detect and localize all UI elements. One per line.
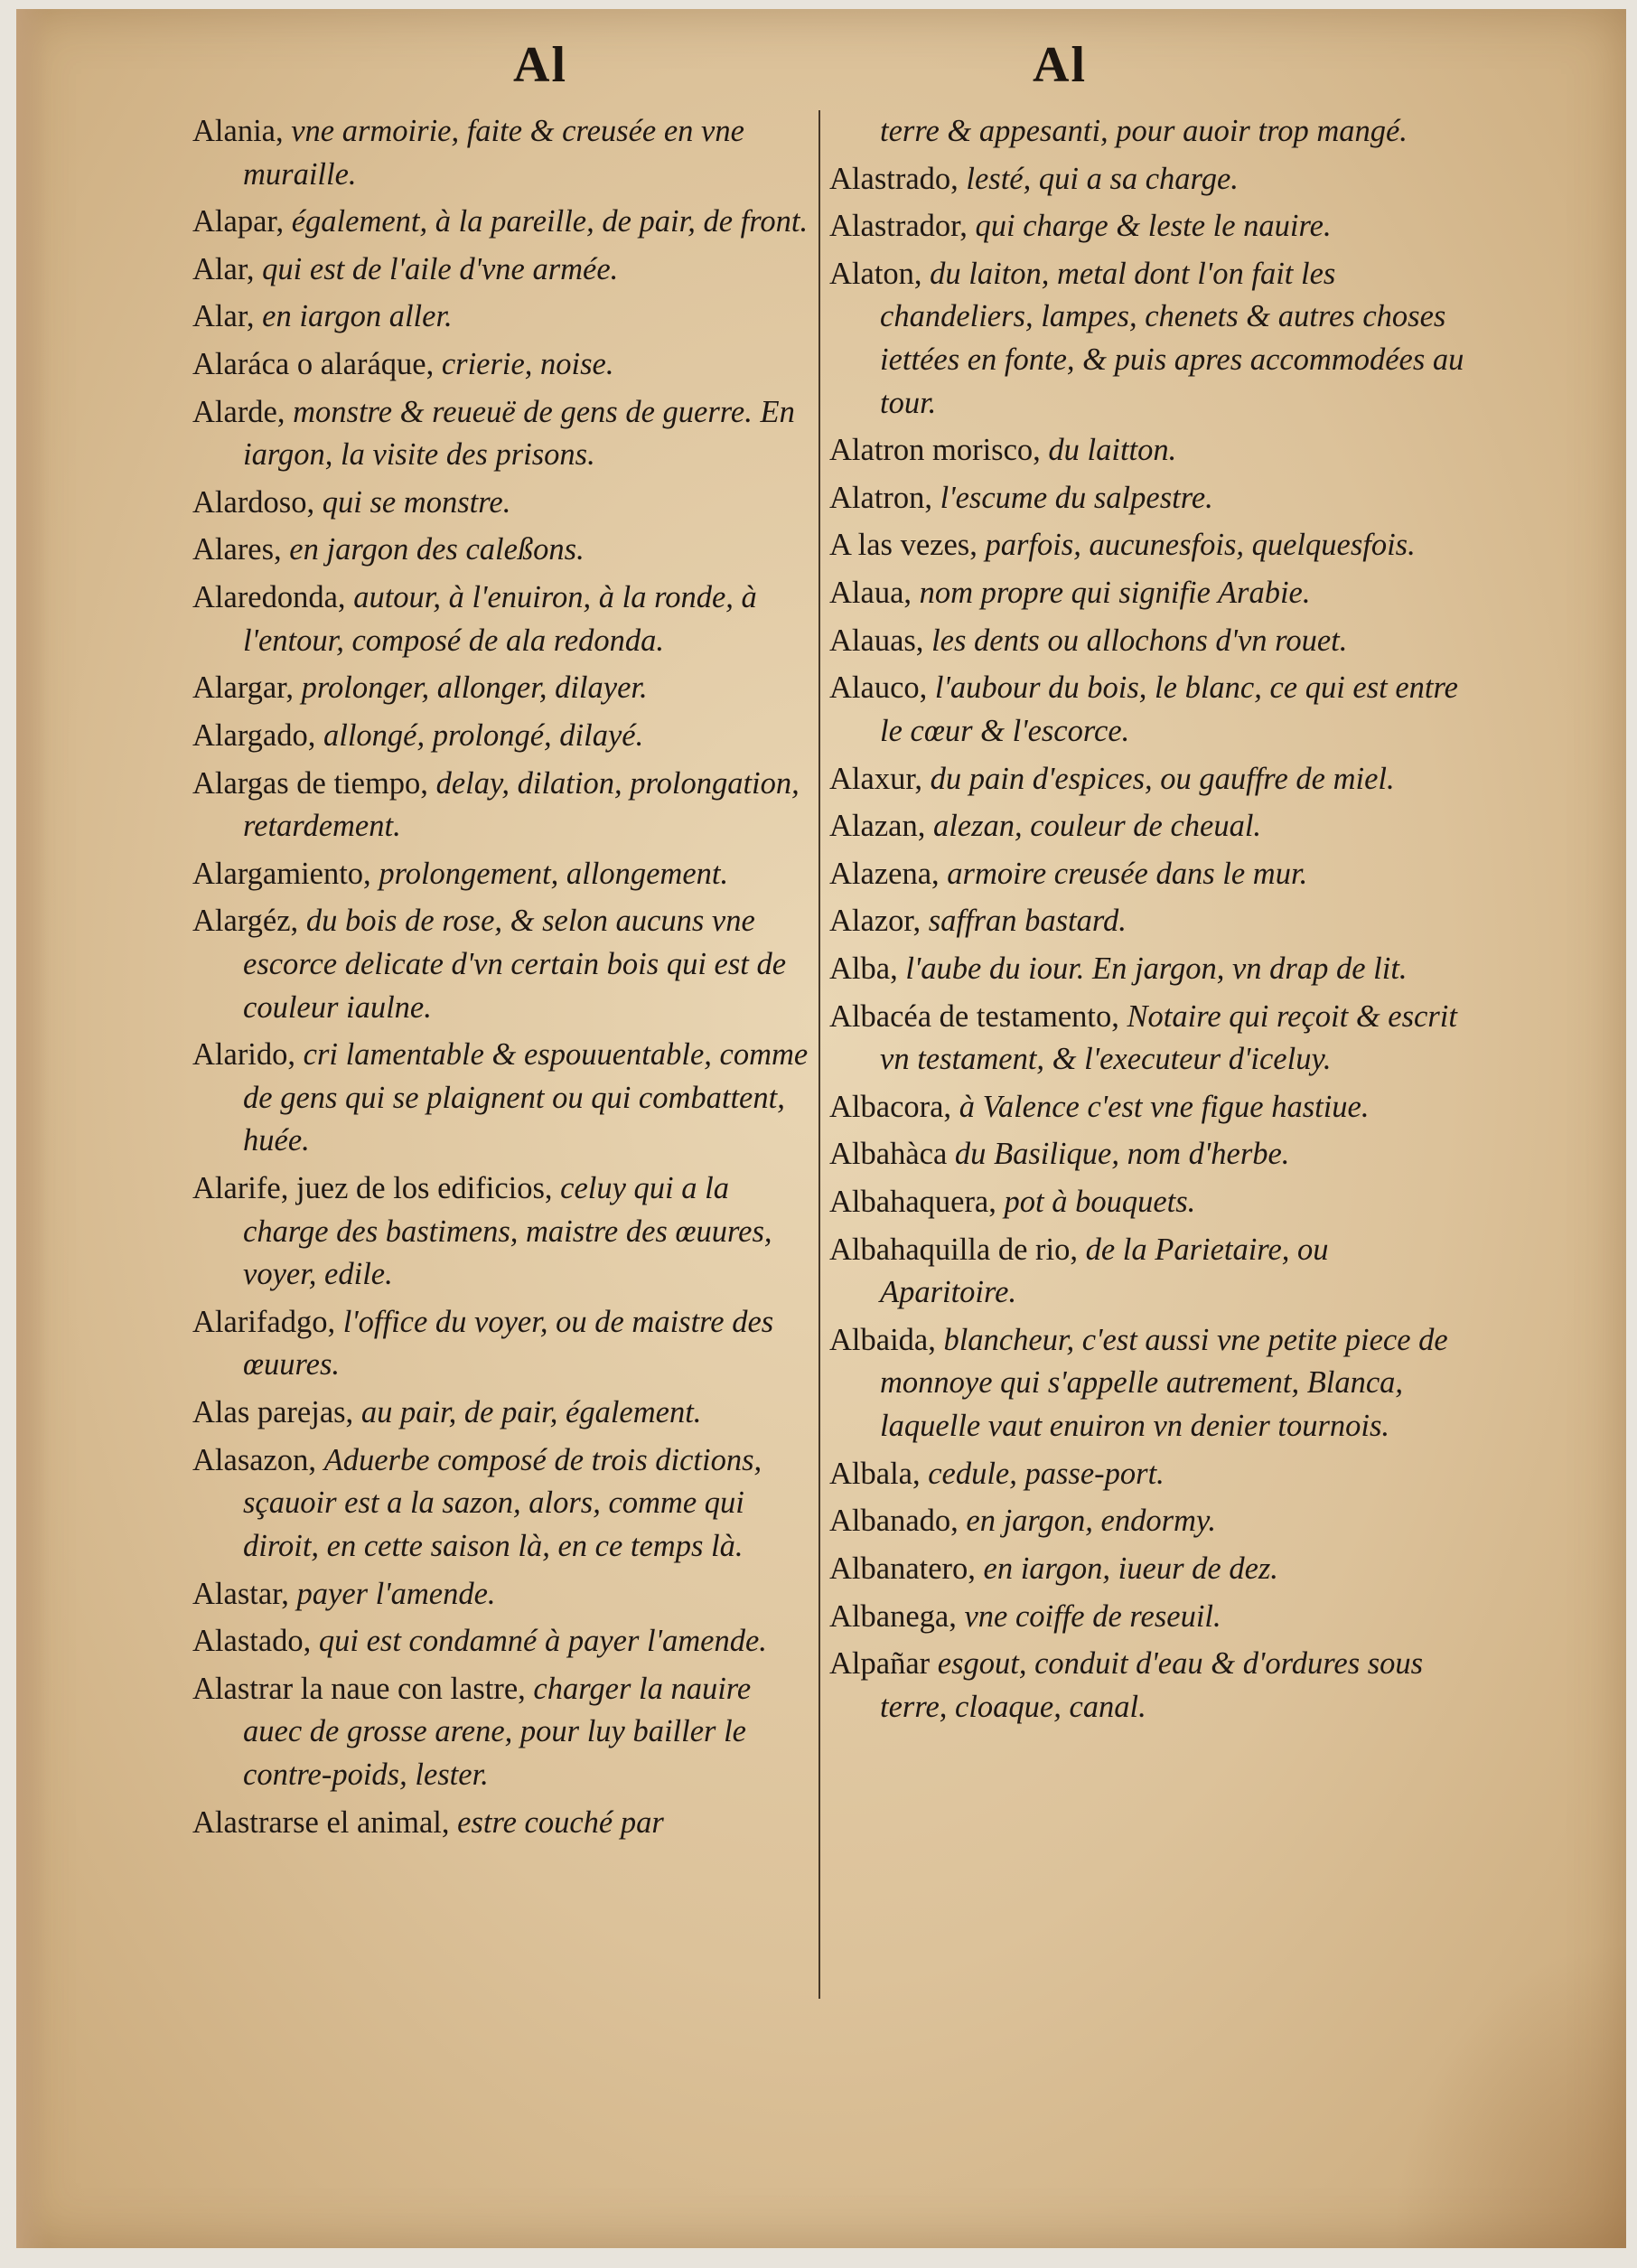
entry-definition: du laiton, metal dont l'on fait les chandeliers, lampes, chenets & autres choses iettées en fonte, & puis apres accommodées au tour. (880, 256, 1464, 420)
entry-definition: estre couché par (457, 1804, 664, 1840)
entry-headword: Albacéa de testamento, (829, 998, 1127, 1034)
entry-definition: cri lamentable & espouuentable, comme de gens qui se plaignent ou qui combattent, huée. (243, 1037, 809, 1158)
entry-definition: allongé, prolongé, dilayé. (323, 717, 644, 753)
entry-definition: crierie, noise. (441, 347, 614, 382)
entry-headword: A las vezes, (829, 528, 986, 563)
dictionary-entry (192, 715, 816, 758)
right-column (829, 110, 1471, 1733)
continuation-line: terre & appesanti, pour auoir trop mangé. (880, 114, 1408, 148)
entry-headword: Alazor, (829, 904, 929, 939)
entry-definition: l'aube du iour. En jargon, vn drap de lit. (905, 951, 1408, 986)
page-corner-stain (1391, 1941, 1626, 2248)
dictionary-entry (829, 667, 1471, 753)
dictionary-entry (829, 253, 1471, 425)
dictionary-entry (192, 201, 816, 244)
entry-definition: qui est condamné à payer l'amende. (318, 1624, 767, 1659)
dictionary-entry (192, 1802, 816, 1845)
dictionary-entry (829, 1596, 1471, 1639)
dictionary-entry (829, 1319, 1471, 1448)
entry-headword: Alastar, (192, 1576, 297, 1611)
entry-headword: Alauas, (829, 623, 932, 658)
entry-definition: qui est de l'aile d'vne armée. (262, 251, 619, 286)
dictionary-entry (829, 948, 1471, 991)
dictionary-entry (829, 1500, 1471, 1543)
dictionary-entry (192, 763, 816, 848)
entry-headword: Alastado, (192, 1624, 319, 1659)
dictionary-entry (192, 482, 816, 525)
entry-headword: Albahàca (829, 1137, 955, 1172)
entry-headword: Albaida, (829, 1322, 944, 1357)
entry-definition: nom propre qui signifie Arabie. (919, 576, 1311, 611)
column-rule (818, 110, 820, 1999)
entry-definition: en iargon aller. (262, 299, 453, 334)
entry-definition: celuy qui a la charge des bastimens, maistre des œuures, voyer, edile. (243, 1171, 772, 1292)
dictionary-entry (829, 477, 1471, 520)
entry-definition: vne coiffe de reseuil. (964, 1598, 1221, 1634)
entry-headword: Alpañar (829, 1646, 938, 1682)
entry-headword: Alazena, (829, 856, 948, 891)
dictionary-entry (192, 576, 816, 662)
dictionary-entry (829, 1086, 1471, 1129)
dictionary-entry (192, 853, 816, 896)
dictionary-entry (192, 1392, 816, 1435)
entry-definition: lesté, qui a sa charge. (966, 161, 1239, 196)
entry-definition: prolongement, allongement. (379, 856, 729, 891)
dictionary-entry (829, 1643, 1471, 1729)
entry-headword: Alazan, (829, 809, 933, 844)
dictionary-entry (829, 1133, 1471, 1176)
dictionary-entry (829, 853, 1471, 896)
dictionary-entry (829, 996, 1471, 1082)
entry-definition: à Valence c'est vne figue hastiue. (959, 1089, 1370, 1124)
entry-definition: en jargon des caleßons. (289, 532, 585, 567)
entry-headword: Alarde, (192, 394, 294, 429)
dictionary-entry (192, 1573, 816, 1617)
entry-definition: Aduerbe composé de trois dictions, sçauoir est a la sazon, alors, comme qui diroit, en cette saison là, en ce temps là. (243, 1442, 762, 1563)
entry-headword: Alar, (192, 251, 263, 286)
entry-definition: monstre & reueuë de gens de guerre. En iargon, la visite des prisons. (243, 394, 795, 473)
entry-definition: les dents ou allochons d'vn rouet. (931, 623, 1348, 658)
dictionary-entry (192, 529, 816, 572)
entry-headword: Alarifadgo, (192, 1304, 343, 1339)
entry-definition: payer l'amende. (296, 1576, 496, 1611)
dictionary-entry (192, 343, 816, 387)
entry-headword: Alargamiento, (192, 856, 379, 891)
dictionary-entry (829, 158, 1471, 201)
entry-definition: du laitton. (1048, 433, 1177, 468)
entry-headword: Alaton, (829, 256, 931, 291)
entry-headword: Albanatero, (829, 1551, 984, 1586)
entry-headword: Albanega, (829, 1598, 965, 1634)
left-column (192, 110, 816, 1849)
dictionary-entry (829, 1181, 1471, 1224)
dictionary-entry (829, 620, 1471, 663)
entry-definition: parfois, aucunesfois, quelquesfois. (985, 528, 1416, 563)
entry-definition: autour, à l'enuiron, à la ronde, à l'entour, composé de ala redonda. (243, 580, 757, 658)
entry-headword: Alares, (192, 532, 290, 567)
dictionary-entry (829, 900, 1471, 943)
entry-headword: Alastrarse el animal, (192, 1804, 458, 1840)
dictionary-entry (829, 205, 1471, 248)
entry-headword: Alargar, (192, 670, 302, 706)
entry-definition: également, à la pareille, de pair, de front. (291, 204, 809, 239)
dictionary-entry (192, 1668, 816, 1797)
entry-headword: Alastrado, (829, 161, 967, 196)
entry-headword: Alargéz, (192, 904, 306, 939)
entry-definition: du pain d'espices, ou gauffre de miel. (930, 761, 1395, 796)
dictionary-entry (192, 1439, 816, 1569)
entry-definition: armoire creusée dans le mur. (947, 856, 1308, 891)
dictionary-entry (829, 572, 1471, 615)
running-head-right: Al (1033, 37, 1087, 93)
entry-definition: qui se monstre. (322, 484, 511, 520)
entry-headword: Alarife, juez de los edificios, (192, 1171, 561, 1206)
dictionary-entry (829, 1453, 1471, 1496)
entry-headword: Alania, (192, 114, 292, 148)
dictionary-entry (192, 248, 816, 292)
entry-headword: Alasazon, (192, 1442, 324, 1477)
entry-definition: Notaire qui reçoit & escrit vn testament, & l'executeur d'iceluy. (880, 998, 1457, 1077)
dictionary-entry (192, 900, 816, 1029)
entry-headword: Albacora, (829, 1089, 959, 1124)
entry-headword: Alardoso, (192, 484, 323, 520)
entry-definition: blancheur, c'est aussi vne petite piece de monnoye qui s'appelle autrement, Blanca, laquelle vaut enuiron vn denier tournois. (880, 1322, 1448, 1444)
dictionary-entry (829, 1229, 1471, 1315)
entry-headword: Alar, (192, 299, 263, 334)
dictionary-entry (829, 524, 1471, 567)
entry-definition: pot à bouquets. (1004, 1185, 1196, 1220)
dictionary-entry (829, 429, 1471, 473)
entry-definition: en iargon, iueur de dez. (983, 1551, 1278, 1586)
dictionary-entry (192, 1620, 816, 1664)
entry-headword: Alargas de tiempo, (192, 765, 436, 801)
entry-headword: Albanado, (829, 1504, 967, 1539)
dictionary-entry (192, 1167, 816, 1297)
entry-definition: au pair, de pair, également. (360, 1395, 702, 1430)
entry-headword: Alatron, (829, 480, 940, 515)
entry-definition: vne armoirie, faite & creusée en vne muraille. (243, 114, 744, 192)
dictionary-entry (192, 667, 816, 710)
entry-definition: l'office du voyer, ou de maistre des œuures. (243, 1304, 774, 1382)
entry-headword: Alastrar la naue con lastre, (192, 1671, 534, 1706)
entry-headword: Alarido, (192, 1037, 304, 1073)
entry-definition: esgout, conduit d'eau & d'ordures sous terre, cloaque, canal. (880, 1646, 1424, 1724)
entry-headword: Alaxur, (829, 761, 931, 796)
entry-headword: Alargado, (192, 717, 323, 753)
running-head-left: Al (513, 37, 567, 93)
entry-headword: Albala, (829, 1456, 929, 1491)
entry-definition: en jargon, endormy. (966, 1504, 1216, 1539)
entry-definition: de la Parietaire, ou Aparitoire. (880, 1232, 1329, 1310)
entry-definition: l'escume du salpestre. (940, 480, 1213, 515)
entry-headword: Alas parejas, (192, 1395, 361, 1430)
entry-headword: Alaredonda, (192, 580, 354, 615)
dictionary-entry (192, 1034, 816, 1163)
dictionary-entry (829, 805, 1471, 848)
entry-definition: qui charge & leste le nauire. (975, 209, 1332, 244)
book-page (16, 9, 1626, 2248)
dictionary-entry (829, 1548, 1471, 1591)
entry-headword: Alauco, (829, 670, 935, 706)
entry-headword: Alba, (829, 951, 906, 986)
dictionary-entry (829, 758, 1471, 801)
entry-definition: alezan, couleur de cheual. (932, 809, 1262, 844)
entry-definition: du Basilique, nom d'herbe. (954, 1137, 1290, 1172)
page-spine-shadow (16, 9, 49, 2248)
entry-headword: Alastrador, (829, 209, 976, 244)
entry-headword: Albahaquera, (829, 1185, 1005, 1220)
entry-definition: du bois de rose, & selon aucuns vne escorce delicate d'vn certain bois qui est de couleur iaulne. (243, 904, 787, 1025)
entry-definition: saffran bastard. (928, 904, 1127, 939)
entry-definition: cedule, passe-port. (928, 1456, 1165, 1491)
entry-headword: Alaua, (829, 576, 920, 611)
dictionary-entry (192, 110, 816, 196)
dictionary-entry (192, 295, 816, 339)
entry-headword: Alapar, (192, 204, 292, 239)
entry-headword: Albahaquilla de rio, (829, 1232, 1086, 1267)
entry-definition: delay, dilation, prolongation, retardement. (243, 765, 800, 844)
dictionary-entry (192, 391, 816, 477)
entry-headword: Alaráca o alaráque, (192, 347, 442, 382)
entry-definition: charger la nauire auec de grosse arene, pour luy bailler le contre-poids, lester. (243, 1671, 752, 1792)
entry-definition: l'aubour du bois, le blanc, ce qui est entre le cœur & l'escorce. (880, 670, 1458, 748)
entry-definition: prolonger, allonger, dilayer. (301, 670, 648, 706)
dictionary-entry (192, 1301, 816, 1387)
entry-headword: Alatron morisco, (829, 433, 1049, 468)
